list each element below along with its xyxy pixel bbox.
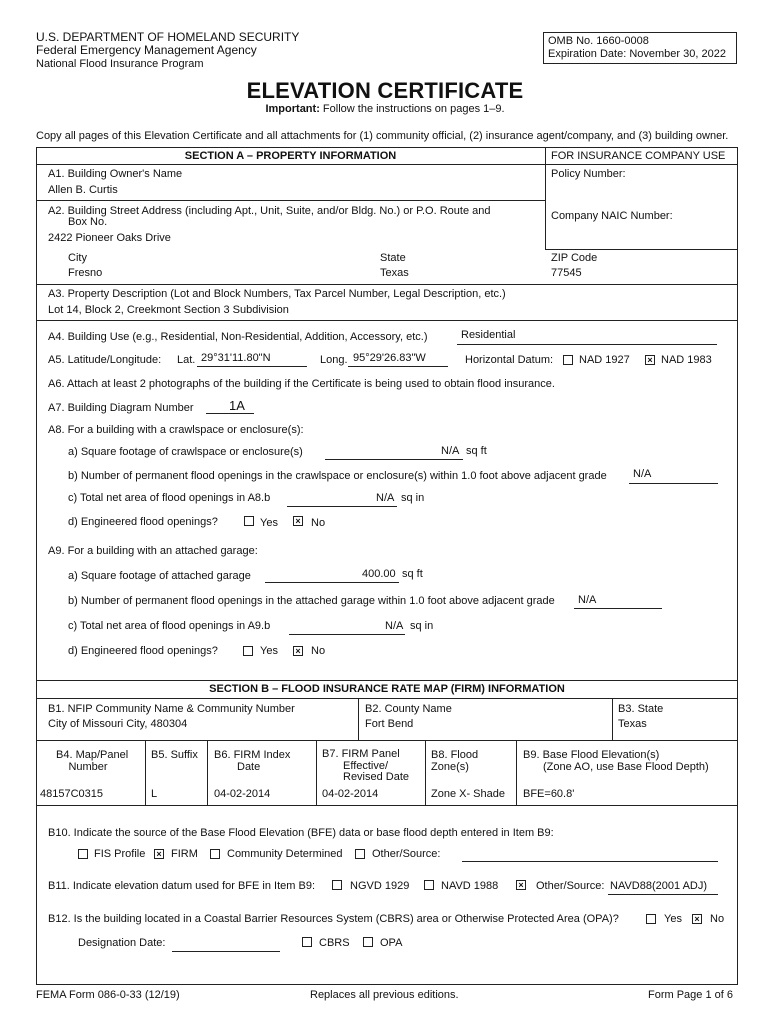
a9d-yes-checkbox[interactable]: [243, 646, 253, 656]
a8d-yes-checkbox[interactable]: [244, 516, 254, 526]
cbrs-checkbox[interactable]: [302, 937, 312, 947]
designation-date-label: Designation Date:: [78, 937, 166, 949]
b4-label: B4. Map/Panel: [56, 749, 129, 761]
county-name[interactable]: Fort Bend: [365, 718, 414, 730]
city-label: City: [68, 252, 87, 264]
map-panel-number[interactable]: 48157C0315: [40, 788, 104, 800]
naic-label: Company NAIC Number:: [551, 210, 673, 222]
insurance-use-label: FOR INSURANCE COMPANY USE: [551, 150, 726, 162]
b9-label-cont: (Zone AO, use Base Flood Depth): [543, 761, 709, 773]
b2-label: B2. County Name: [365, 703, 452, 715]
ngvd-label: NGVD 1929: [350, 880, 410, 892]
b7-header: [322, 749, 409, 784]
a5-label: A5. Latitude/Longitude:: [48, 354, 162, 366]
a8c-value[interactable]: N/A: [376, 492, 395, 504]
a1-label: A1. Building Owner's Name: [48, 168, 183, 180]
base-flood-elevation[interactable]: BFE=60.8': [523, 788, 575, 800]
datum-label: Horizontal Datum:: [465, 354, 554, 366]
a8d-no-checkbox[interactable]: ×: [293, 516, 303, 526]
a8a-unit: sq ft: [466, 445, 487, 457]
b11-label: B11. Indicate elevation datum used for BFE in Item B9:: [48, 880, 315, 892]
diagram-number[interactable]: 1A: [229, 398, 245, 413]
b12-label: B12. Is the building located in a Coastal Barrier Resources System (CBRS) area or Otherwise Protected Area (OPA)?: [48, 913, 619, 925]
b10-label: B10. Indicate the source of the Base Flood Elevation (BFE) data or base flood depth entered in Item B9:: [48, 827, 554, 839]
state-label: State: [380, 252, 406, 264]
a9b-label: b) Number of permanent flood openings in the attached garage within 1.0 foot above adjacent grade: [68, 595, 555, 607]
b12-no-label: No: [710, 913, 725, 925]
zip-value[interactable]: 77545: [551, 267, 582, 279]
nad1983-checkbox[interactable]: ×: [645, 355, 655, 365]
suffix-value[interactable]: L: [151, 788, 158, 800]
a2-label-cont: Box No.: [68, 216, 108, 228]
fis-profile-label: FIS Profile: [94, 848, 146, 860]
copy-instruction: Copy all pages of this Elevation Certificate and all attachments for (1) community official, (2) insurance agent/company, and (3) building owner.: [36, 130, 729, 142]
a9d-no-checkbox[interactable]: ×: [293, 646, 303, 656]
ngvd-checkbox[interactable]: [332, 880, 342, 890]
fis-profile-checkbox[interactable]: [78, 849, 88, 859]
a9b-value[interactable]: N/A: [578, 594, 597, 606]
b3-state[interactable]: Texas: [618, 718, 647, 730]
b12-no-checkbox[interactable]: ×: [692, 914, 702, 924]
a9a-label: a) Square footage of attached garage: [68, 570, 251, 582]
a8c-unit: sq in: [401, 492, 425, 504]
community-name[interactable]: City of Missouri City, 480304: [48, 718, 188, 730]
replaces-note: Replaces all previous editions.: [310, 989, 459, 1001]
city-value[interactable]: Fresno: [68, 267, 103, 279]
community-determined-checkbox[interactable]: [210, 849, 220, 859]
b3-label: B3. State: [618, 703, 664, 715]
a8a-value[interactable]: N/A: [441, 445, 460, 457]
b7-label: B7. FIRM Panel: [322, 748, 400, 760]
important-note: [0, 103, 770, 115]
b4-label-cont: Number: [68, 761, 108, 773]
b8-label-cont: Zone(s): [431, 761, 469, 773]
a9d-no-label: No: [311, 645, 326, 657]
a8c-label: c) Total net area of flood openings in A8.b: [68, 492, 271, 504]
firm-checkbox[interactable]: ×: [154, 849, 164, 859]
a8-label: A8. For a building with a crawlspace or enclosure(s):: [48, 424, 304, 436]
long-label: Long.: [320, 354, 348, 366]
navd-checkbox[interactable]: [424, 880, 434, 890]
community-determined-label: Community Determined: [227, 848, 343, 860]
b9-header: [523, 749, 709, 773]
a7-label: A7. Building Diagram Number: [48, 402, 194, 414]
expiration-date: Expiration Date: November 30, 2022: [548, 48, 726, 60]
owner-name[interactable]: Allen B. Curtis: [48, 184, 118, 196]
omb-number: OMB No. 1660-0008: [548, 35, 649, 47]
zip-label: ZIP Code: [551, 252, 598, 264]
street-address[interactable]: 2422 Pioneer Oaks Drive: [48, 232, 171, 244]
navd-label: NAVD 1988: [441, 880, 499, 892]
flood-zone[interactable]: Zone X- Shade: [431, 788, 505, 800]
program-name: National Flood Insurance Program: [36, 58, 204, 70]
a6-label: A6. Attach at least 2 photographs of the building if the Certificate is being used to obtain flood insurance.: [48, 378, 555, 390]
datum-other-value[interactable]: NAVD88(2001 ADJ): [610, 880, 708, 892]
latitude[interactable]: 29°31'11.80"N: [201, 352, 271, 364]
a2-label: A2. Building Street Address (including Apt., Unit, Suite, and/or Bldg. No.) or P.O. Route and: [48, 205, 491, 217]
b8-label: B8. Flood: [431, 749, 479, 761]
agency-name: Federal Emergency Management Agency: [36, 43, 257, 57]
a9d-label: d) Engineered flood openings?: [68, 645, 218, 657]
a8b-label: b) Number of permanent flood openings in the crawlspace or enclosure(s) within 1.0 foot above adjacent grade: [68, 470, 607, 482]
a4-label: A4. Building Use (e.g., Residential, Non-Residential, Addition, Accessory, etc.): [48, 331, 428, 343]
policy-number-label: Policy Number:: [551, 168, 626, 180]
other-source-checkbox[interactable]: [355, 849, 365, 859]
b1-label: B1. NFIP Community Name & Community Number: [48, 703, 295, 715]
page-title: ELEVATION CERTIFICATE: [246, 78, 524, 103]
opa-label: OPA: [380, 937, 403, 949]
b4-header: [56, 749, 129, 773]
b5-label: B5. Suffix: [151, 749, 198, 761]
nad1927-label: NAD 1927: [579, 354, 630, 366]
page-number: Form Page 1 of 6: [648, 989, 733, 1001]
a8b-value[interactable]: N/A: [633, 468, 652, 480]
b12-yes-label: Yes: [664, 913, 682, 925]
a9c-unit: sq in: [410, 620, 434, 632]
b9-label: B9. Base Flood Elevation(s): [523, 749, 660, 761]
a9a-value[interactable]: 400.00: [362, 568, 396, 580]
a9c-value[interactable]: N/A: [385, 620, 404, 632]
nad1983-label: NAD 1983: [661, 354, 712, 366]
a8d-no-label: No: [311, 517, 326, 529]
a9d-yes-label: Yes: [260, 645, 278, 657]
section-a-title: SECTION A – PROPERTY INFORMATION: [184, 150, 397, 162]
lat-label: Lat.: [177, 354, 196, 366]
nad1927-checkbox[interactable]: [563, 355, 573, 365]
a9-label: A9. For a building with an attached garage:: [48, 545, 258, 557]
b11-other-checkbox[interactable]: ×: [516, 880, 526, 890]
firm-index-date[interactable]: 04-02-2014: [214, 788, 271, 800]
a9c-label: c) Total net area of flood openings in A9.b: [68, 620, 271, 632]
firm-label: FIRM: [171, 848, 198, 860]
a3-label: A3. Property Description (Lot and Block Numbers, Tax Parcel Number, Legal Description, etc.): [48, 288, 506, 300]
section-b-title: SECTION B – FLOOD INSURANCE RATE MAP (FIRM) INFORMATION: [209, 683, 565, 695]
important-text: Follow the instructions on pages 1–9.: [322, 103, 505, 115]
state-value[interactable]: Texas: [380, 267, 409, 279]
firm-panel-date[interactable]: 04-02-2014: [322, 788, 379, 800]
b12-yes-checkbox[interactable]: [646, 914, 656, 924]
longitude[interactable]: 95°29'26.83"W: [353, 352, 426, 364]
building-use[interactable]: Residential: [461, 329, 516, 341]
a8a-label: a) Square footage of crawlspace or enclosure(s): [68, 446, 303, 458]
b7-label-cont2: Revised Date: [343, 771, 410, 783]
a8d-yes-label: Yes: [260, 517, 278, 529]
omb-box: [543, 32, 737, 64]
property-description[interactable]: Lot 14, Block 2, Creekmont Section 3 Subdivision: [48, 304, 289, 316]
important-label: Important:: [265, 103, 320, 115]
a8d-label: d) Engineered flood openings?: [68, 516, 218, 528]
b6-header: [214, 749, 290, 773]
b6-label: B6. FIRM Index: [214, 749, 291, 761]
b11-other-label: Other/Source:: [536, 880, 605, 892]
form-number: FEMA Form 086-0-33 (12/19): [36, 989, 180, 1001]
opa-checkbox[interactable]: [363, 937, 373, 947]
b7-label-cont: Effective/: [343, 759, 389, 772]
a9a-unit: sq ft: [402, 568, 423, 580]
b6-label-cont: Date: [237, 761, 261, 773]
department-name: U.S. DEPARTMENT OF HOMELAND SECURITY: [36, 30, 300, 44]
other-source-label: Other/Source:: [372, 848, 441, 860]
cbrs-label: CBRS: [319, 937, 350, 949]
b8-header: [431, 749, 478, 773]
